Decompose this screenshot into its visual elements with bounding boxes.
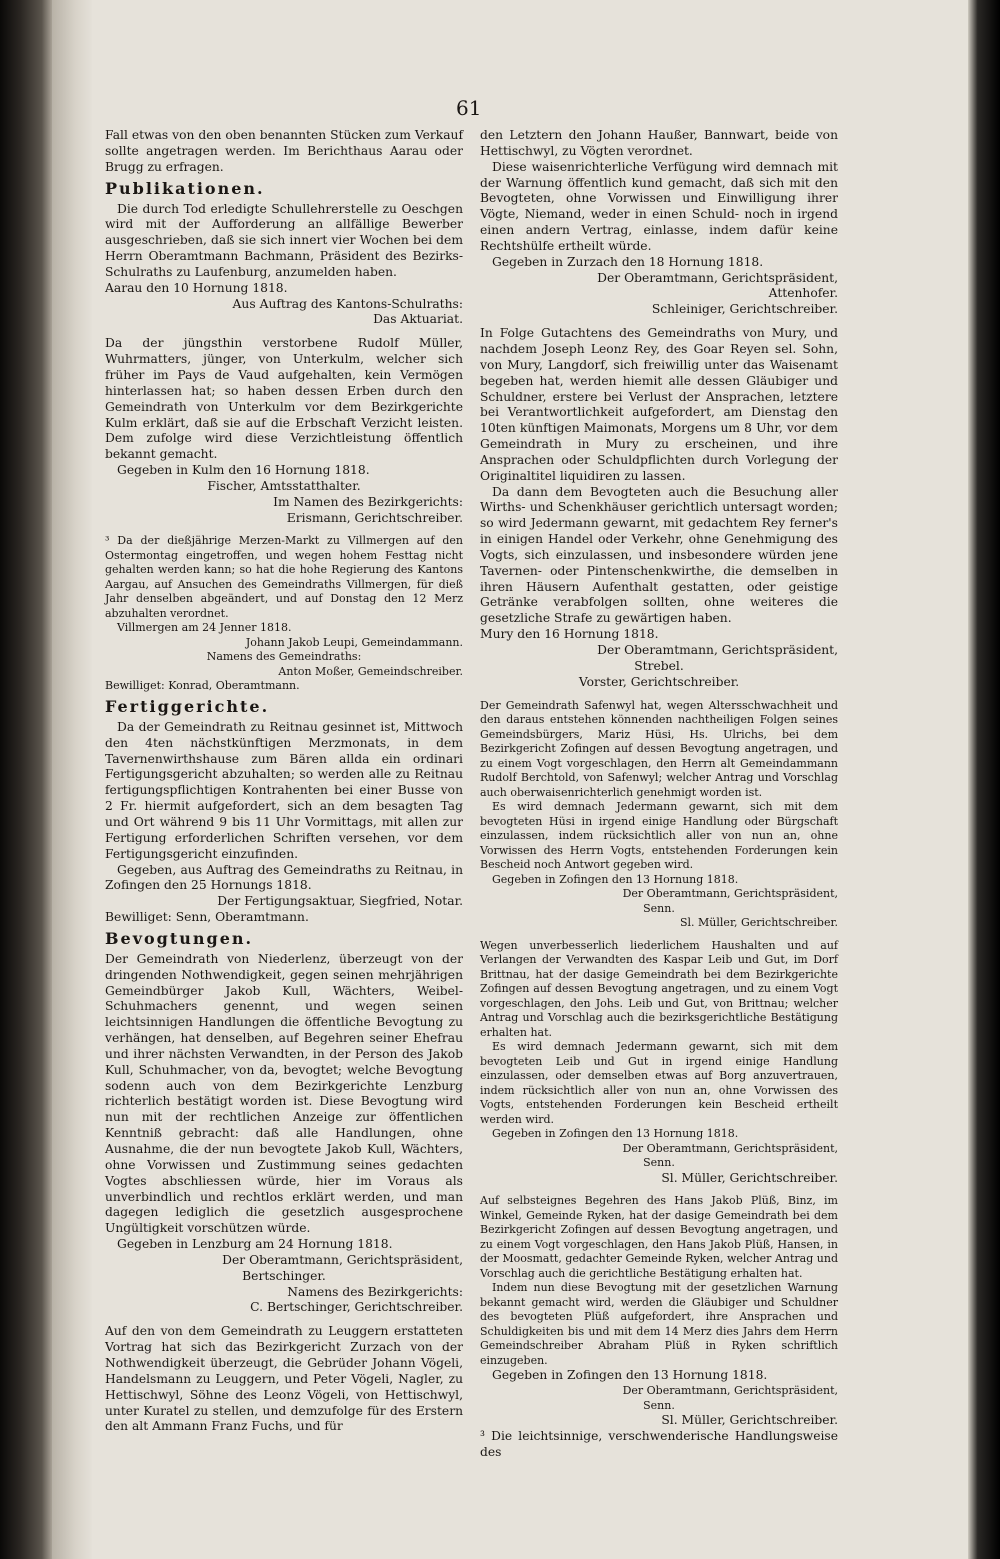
text-line: Da der jüngsthin verstorbene Rudolf Müller, Wuhrmatters, jünger, von Unterkulm, welcher sich früher im Pays de Vaud aufgehalten, kein Vermögen hinterlassen hat; so haben dessen Erben durch den Gemeindrath von Unterkulm vor dem Bezirkgerichte Kulm erklärt, daß sie auf die Erbschaft Verzicht leisten. Dem zufolge wird diese Verzichtleistung öffentlich bekannt gemacht. <box>105 336 463 462</box>
text-line: Der Oberamtmann, Gerichtspräsident, <box>222 1252 463 1267</box>
text-line: Bewilliget: Senn, Oberamtmann. <box>105 910 309 925</box>
text-line: Gegeben in Zurzach den 18 Hornung 1818. <box>492 254 764 269</box>
text-line: Indem nun diese Bevogtung mit der gesetzlichen Warnung bekannt gemacht wird, werden die Gläubiger und Schuldner des bevogteten Plüß aufgefordert, ihre Ansprachen und Schuldigkeiten bis und mit dem 14 Merz dies Jahrs dem Herrn Gemeindschreiber Abraham Plüß in Ryken schriftlich einzugeben. <box>480 1281 838 1367</box>
right-column <box>480 128 838 1461</box>
text-line: Johann Jakob Leupi, Gemeindammann. <box>245 635 463 649</box>
text-line: C. Bertschinger, Gerichtschreiber. <box>250 1300 463 1315</box>
book-binding <box>0 0 52 1559</box>
text-line: Sl. Müller, Gerichtschreiber. <box>661 1170 838 1185</box>
text-line: Diese waisenrichterliche Verfügung wird demnach mit der Warnung öffentlich kund gemacht, daß sich mit den Bevogteten, ohne Vorwissen und Einwilligung ihrer Vögte, Niemand, weder in einen Schuld- noch in irgend einen andern Vertrag, einlasse, indem dafür keine Rechtshülfe ertheilt würde. <box>480 159 838 253</box>
paragraph-gap <box>105 1316 463 1324</box>
text-line: Der Fertigungsaktuar, Siegfried, Notar. <box>217 894 463 909</box>
text-line: Wegen unverbesserlich liederlichem Haushalten und auf Verlangen der Verwandten des Kaspar Leib und Gut, im Dorf Brittnau, hat der dasige Gemeindrath bei dem Bezirkgerichte Zofingen auf dessen Bevogtung angetragen, und zu einem Vogt vorgeschlagen, den Johs. Leib und Gut, von Brittnau; welcher Antrag und Vorschlag auch die bezirksgerichtliche Bestätigung erhalten hat. <box>480 938 838 1039</box>
paragraph-gap <box>480 691 838 699</box>
text-line: Senn. <box>643 901 675 915</box>
text-line: Der Oberamtmann, Gerichtspräsident, <box>622 1384 838 1398</box>
text-line: Auf selbsteignes Begehren des Hans Jakob Plüß, Binz, im Winkel, Gemeinde Ryken, hat der dasige Gemeindrath bei dem Bezirkgericht Zofingen auf dessen Bevogtung angetragen, und zu einem Vogt vorgeschlagen, den Hans Jakob Plüß, Hansen, in der Moosmatt, gedachter Gemeinde Ryken, welcher Antrag und Vorschlag auch die gerichtliche Bestätigung erhalten hat. <box>480 1194 838 1280</box>
text-line: Gegeben in Zofingen den 13 Hornung 1818. <box>492 1368 768 1383</box>
text-line: Schleiniger, Gerichtschreiber. <box>651 302 838 317</box>
text-line: ³ Da der dießjährige Merzen-Markt zu Villmergen auf den Ostermontag eingetroffen, und wegen hohem Festtag nicht gehalten werden kann; so hat die hohe Regierung des Kantons Aargau, auf Ansuchen des Gemeindraths Villmergen, für dieß Jahr denselben abgeändert, und auf Donstag den 12 Merz abzuhalten verordnet. <box>105 534 463 620</box>
text-line: Gegeben in Zofingen den 13 Hornung 1818. <box>492 872 739 886</box>
section-heading: Bevogtungen. <box>105 928 254 948</box>
text-line: Namens des Gemeindraths: <box>206 650 362 664</box>
page-gutter <box>52 0 92 1559</box>
text-line: Bewilliget: Konrad, Oberamtmann. <box>105 679 300 693</box>
text-line: Der Oberamtmann, Gerichtspräsident, <box>597 270 838 285</box>
text-line: Der Oberamtmann, Gerichtspräsident, <box>597 643 838 657</box>
page-edge <box>968 0 1000 1559</box>
text-line: Gegeben, aus Auftrag des Gemeindraths zu Reitnau, in Zofingen den 25 Hornungs 1818. <box>105 862 463 893</box>
text-line: ³ Die leichtsinnige, verschwenderische Handlungsweise des <box>480 1429 838 1459</box>
text-line: Aarau den 10 Hornung 1818. <box>105 280 288 295</box>
text-line: Fischer, Amtsstatthalter. <box>207 478 361 493</box>
section-heading: Fertiggerichte. <box>105 696 270 716</box>
text-line: Gegeben in Lenzburg am 24 Hornung 1818. <box>117 1237 393 1252</box>
text-line: Sl. Müller, Gerichtschreiber. <box>661 1413 838 1428</box>
left-column <box>105 128 463 1435</box>
paragraph-gap <box>105 526 463 534</box>
paragraph-gap <box>480 318 838 326</box>
text-line: Es wird demnach Jedermann gewarnt, sich mit dem bevogteten Leib und Gut in irgend einige Handlung einzulassen, oder demselben etwas auf Borg anzuvertrauen, indem rücksichtlich aller von nun an, ohne Vorwissen des Vogts, entstehenden Forderungen kein Bescheid ertheilt werden wird. <box>480 1040 838 1126</box>
text-line: Auf den von dem Gemeindrath zu Leuggern erstatteten Vortrag hat sich das Bezirkgericht Zurzach von der Nothwendigkeit überzeugt, die Gebrüder Johann Vögeli, Handelsmann zu Leuggern, und Peter Vögeli, Nagler, zu Hettischwyl, Söhne des Leonz Vögeli, von Hettischwyl, unter Kuratel zu stellen, und demzufolge für des Erstern den alt Ammann Franz Fuchs, und für <box>105 1324 463 1434</box>
paragraph-gap <box>480 931 838 939</box>
text-line: Gegeben in Zofingen den 13 Hornung 1818. <box>492 1127 739 1141</box>
text-line: Gegeben in Kulm den 16 Hornung 1818. <box>117 463 370 478</box>
text-line: Im Namen des Bezirkgerichts: <box>273 494 463 509</box>
text-line: Vorster, Gerichtschreiber. <box>578 674 740 689</box>
text-line: In Folge Gutachtens des Gemeindraths von Mury, und nachdem Joseph Leonz Rey, des Goar Reyen sel. Sohn, von Mury, Langdorf, sich freiwillig unter das Waisenamt begeben hat, werden hiemit alle dessen Gläubiger und Schuldner, erstere bei Verlust der Ansprachen, letztere bei Verantwortlichkeit aufgefordert, am Dienstag den 10ten künftigen Maimonats, Morgens um 8 Uhr, vor dem Gemeindrath in Mury zu erscheinen, und ihre Ansprachen oder Schuldpflichten durch Vorlegung der Originaltitel liquidiren zu lassen. <box>480 326 838 483</box>
text-line: Fall etwas von den oben benannten Stücken zum Verkauf sollte angetragen werden. Im Berichthaus Aarau oder Brugg zu erfragen. <box>105 128 463 174</box>
text-line: Der Oberamtmann, Gerichtspräsident, <box>622 887 838 901</box>
text-line: Sl. Müller, Gerichtschreiber. <box>680 916 838 930</box>
section-heading: Publikationen. <box>105 178 265 198</box>
paragraph-gap <box>480 1186 838 1194</box>
text-line: Namens des Bezirkgerichts: <box>287 1284 463 1299</box>
text-line: Anton Moßer, Gemeindschreiber. <box>278 664 463 678</box>
text-line: Es wird demnach Jedermann gewarnt, sich mit dem bevogteten Hüsi in irgend einige Handlung oder Bürgschaft einzulassen, indem rücksichtlich aller von nun an, ohne Vorwissen des Herrn Vogts, entstehenden Forderungen kein Bescheid noch Antwort gegeben wird. <box>480 800 838 872</box>
text-line: Der Gemeindrath von Niederlenz, überzeugt von der dringenden Nothwendigkeit, gegen seinen mehrjährigen Gemeindbürger Jakob Kull, Wächters, Weibel-Schuhmachers genennt, und wegen seinen leichtsinnigen Handlungen die öffentliche Bevogtung zu verhängen, hat denselben, auf Begehren seiner Ehefrau und ihrer nächsten Verwandten, in der Person des Jakob Kull, Schuhmacher, von da, bevogtet; welche Bevogtung sodenn auch von dem Bezirkgerichte Lenzburg richterlich bestätigt worden ist. Diese Bevogtung wird nun mit der rechtlichen Anzeige zur öffentlichen Kenntniß gebracht: daß alle Handlungen, ohne Ausnahme, die der nun bevogtete Jakob Kull, Wächters, ohne Vorwissen und Zustimmung seines gedachten Vogtes abschliessen würde, hier im Voraus als unverbindlich und rechtlos erklärt werden, und man dagegen lediglich die gesetzlich ausgesprochene Ungültigkeit vorschützen würde. <box>105 951 463 1236</box>
text-line: Das Aktuariat. <box>373 312 463 327</box>
text-line: Die durch Tod erledigte Schullehrerstelle zu Oeschgen wird mit der Aufforderung an allfällige Bewerber ausgeschrieben, daß sie sich innert vier Wochen bei dem Herrn Oberamtmann Bachmann, Präsident des Bezirks-Schulraths zu Laufenburg, anzumelden haben. <box>105 201 463 279</box>
text-line: Mury den 16 Hornung 1818. <box>480 627 659 642</box>
page-number: 61 <box>456 96 482 120</box>
text-line: Senn. <box>643 1398 675 1412</box>
text-line: Der Gemeindrath Safenwyl hat, wegen Altersschwachheit und den daraus entstehen könnenden nachtheiligen Folgen seines Gemeindsbürgers, Mariz Hüsi, Hs. Ulrichs, bei dem Bezirkgericht Zofingen auf dessen Bevogtung angetragen, und zu einem Vogt vorgeschlagen, den Herrn alt Gemeindammann Rudolf Berchtold, von Safenwyl; welcher Antrag und Vorschlag auch oberwaisenrichterlich genehmigt worden ist. <box>480 698 838 799</box>
text-line: Der Oberamtmann, Gerichtspräsident, <box>622 1141 838 1155</box>
text-line: Da dann dem Bevogteten auch die Besuchung aller Wirths- und Schenkhäuser gerichtlich untersagt worden; so wird Jedermann gewarnt, mit gedachtem Rey fernerꞌs in einigen Handel oder Verkehr, ohne Genehmigung des Vogts, sich einzulassen, und insbesondere würden jene Tavernen- oder Pintenschenkwirthe, die demselben in ihren Häusern Aufenthalt gestatten, oder geistige Getränke verabfolgen sollten, ohne weiteres die gesetzliche Strafe zu gewärtigen haben. <box>480 484 838 626</box>
text-line: Attenhofer. <box>768 286 838 301</box>
text-line: Aus Auftrag des Kantons-Schulraths: <box>232 296 463 311</box>
text-line: Da der Gemeindrath zu Reitnau gesinnet ist, Mittwoch den 4ten nächstkünftigen Merzmonats, in dem Tavernenwirthshause zum Bären allda ein ordinari Fertigungsgericht abzuhalten; so werden alle zu Reitnau fertigungspflichtigen Kontrahenten bei einer Busse von 2 Fr. hiermit aufgefordert, sich an dem besagten Tag und Ort während 9 bis 11 Uhr Vormittags, mit allen zur Fertigung erforderlichen Schriften versehen, vor dem Fertigungsgericht einzufinden. <box>105 719 463 861</box>
text-line: Bertschinger. <box>242 1268 326 1283</box>
text-line: Strebel. <box>634 658 684 673</box>
text-line: Erismann, Gerichtschreiber. <box>286 510 463 525</box>
paragraph-gap <box>105 328 463 336</box>
text-line: Villmergen am 24 Jenner 1818. <box>117 621 292 635</box>
text-line: den Letztern den Johann Haußer, Bannwart, beide von Hettischwyl, zu Vögten verordnet. <box>480 128 838 158</box>
text-line: Senn. <box>643 1156 675 1170</box>
